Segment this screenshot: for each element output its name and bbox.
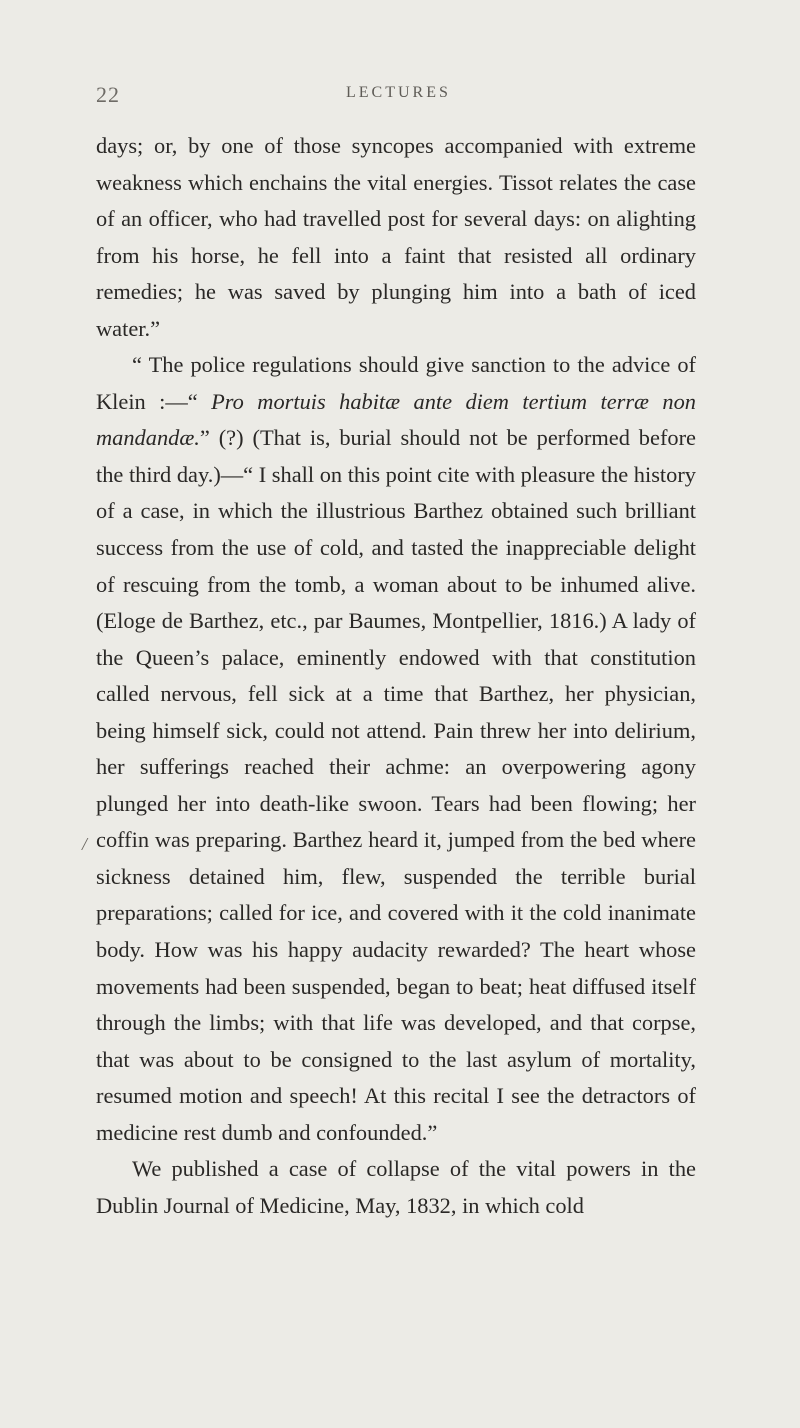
running-title: LECTURES [346, 84, 451, 101]
paragraph-3-text: We published a case of collapse of the vital powers in the Dublin Journal of Medicine, May, 1832, in which cold [96, 1156, 696, 1218]
paragraph-3 [96, 1151, 696, 1224]
paragraph-2 [96, 347, 696, 1151]
paragraph-1 [96, 128, 696, 347]
body-text [96, 128, 696, 1224]
paragraph-2-lead: “ The police regulations should give sanction to the advice of Klein :—“ [96, 352, 696, 414]
running-head [96, 82, 660, 112]
latin-quotation: Pro mortuis habitæ ante diem tertium terræ non mandandæ. [96, 388, 696, 451]
paragraph-2-text: ” (?) (That is, burial should not be performed before the third day.)—“ I shall on this point cite with pleasure the history of a case, in which the illustrious Barthez obtained such brilliant success from the use of cold, and tasted the inappreciable delight of rescuing from the tomb, a woman about to be inhumed alive. (Eloge de Barthez, etc., par Baumes, Montpellier, 1816.) A lady of the Queen’s palace, eminently endowed with that constitution called nervous, fell sick at a time that Barthez, her physician, being himself sick, could not attend. Pain threw her into delirium, her sufferings reached their achme: an overpowering agony plunged her into death-like swoon. Tears had been flowing; her coffin was preparing. Barthez heard it, jumped from the bed where sickness detained him, flew, suspended the terrible burial preparations; called for ice, and covered with it the cold inanimate body. How was his happy audacity rewarded? The heart whose movements had been suspended, began to beat; heat diffused itself through the limbs; with that life was developed, and that corpse, that was about to be consigned to the last asylum of mortality, resumed motion and speech! At this recital I see the detractors of medicine rest dumb and confounded.” [96, 425, 696, 1145]
page-number: 22 [96, 82, 120, 107]
paragraph-1-text: days; or, by one of those syncopes accompanied with extreme weakness which enchains the vital energies. Tissot relates the case of an officer, who had travelled post for several days: on alighting from his horse, he fell into a faint that resisted all ordinary remedies; he was saved by plunging him into a bath of iced water.” [96, 133, 696, 341]
margin-pencil-mark: / [82, 834, 88, 854]
